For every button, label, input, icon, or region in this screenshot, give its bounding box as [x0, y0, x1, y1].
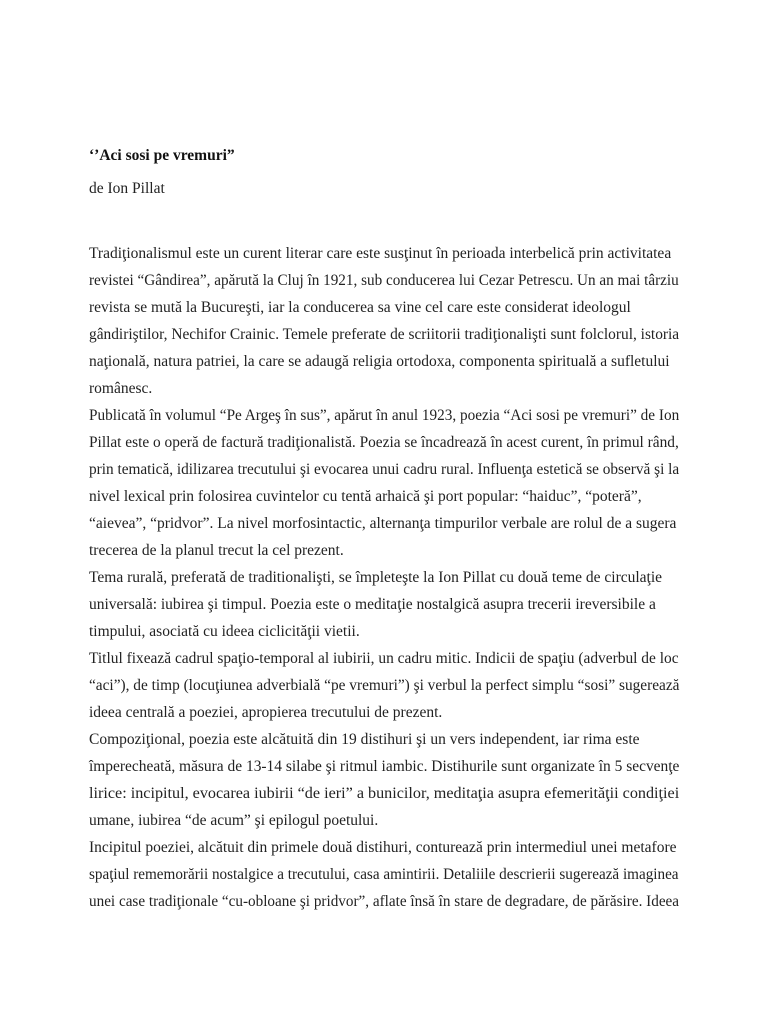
body-line: “aievea”, “pridvor”. La nivel morfosintactic, alternanţa timpurilor verbale are rolul de a sugera: [89, 515, 677, 532]
body-line: prin tematică, idilizarea trecutului şi evocarea unui cadru rural. Influenţa estetică se observă şi la: [89, 461, 680, 478]
body-line: Incipitul poeziei, alcătuit din primele două distihuri, conturează prin intermediul unei metafore: [89, 839, 677, 856]
body-line: revistei “Gândirea”, apărută la Cluj în 1921, sub conducerea lui Cezar Petrescu. Un an mai târziu: [89, 272, 679, 289]
body-line: timpului, asociată cu ideea ciclicităţii vietii.: [89, 623, 360, 640]
body-line: nivel lexical prin folosirea cuvintelor cu tentă arhaică şi port popular: “haiduc”, “poteră”,: [89, 488, 642, 505]
body-line: românesc.: [89, 380, 153, 397]
body-line: naţională, natura patriei, la care se adaugă religia ortodoxa, componenta spirituală a sufletului: [89, 353, 670, 370]
body-line: Tradiţionalismul este un curent literar care este susţinut în perioada interbelică prin activitatea: [89, 245, 672, 262]
body-line: revista se mută la Bucureşti, iar la conducerea sa vine cel care este considerat ideologul: [89, 299, 631, 316]
body-line: ideea centrală a poeziei, apropierea trecutului de prezent.: [89, 704, 443, 721]
document-author: de Ion Pillat: [89, 180, 165, 197]
body-line: spaţiul rememorării nostalgice a trecutului, casa amintirii. Detaliile descrierii sugerează imaginea: [89, 866, 679, 883]
body-line: Publicată în volumul “Pe Argeş în sus”, apărut în anul 1923, poezia “Aci sosi pe vremuri” de Ion: [89, 407, 680, 424]
body-line: împerecheată, măsura de 13-14 silabe şi ritmul iambic. Distihurile sunt organizate în 5 secvenţe: [89, 758, 680, 775]
body-line: lirice: incipitul, evocarea iubirii “de ieri” a bunicilor, meditaţia asupra efemerităţii condiţiei: [89, 785, 680, 802]
body-line: trecerea de la planul trecut la cel prezent.: [89, 542, 344, 559]
body-line: universală: iubirea şi timpul. Poezia este o meditaţie nostalgică asupra trecerii ireversibile a: [89, 596, 656, 613]
body-line: “aci”), de timp (locuţiunea adverbială “pe vremuri”) şi verbul la perfect simplu “sosi” sugerează: [89, 677, 680, 694]
body-line: Titlul fixează cadrul spaţio-temporal al iubirii, un cadru mitic. Indicii de spaţiu (adverbul de loc: [89, 650, 679, 667]
body-line: Pillat este o operă de factură tradiţionalistă. Poezia se încadrează în acest curent, în primul rând,: [89, 434, 679, 451]
body-line: Tema rurală, preferată de traditionalişti, se împleteşte la Ion Pillat cu două teme de circulaţie: [89, 569, 663, 586]
body-line: Compoziţional, poezia este alcătuită din 19 distihuri şi un vers independent, iar rima este: [89, 731, 640, 748]
document-title: ‘’Aci sosi pe vremuri”: [89, 147, 235, 164]
body-line: umane, iubirea “de acum” şi epilogul poetului.: [89, 812, 379, 829]
body-line: gândiriştilor, Nechifor Crainic. Temele preferate de scriitorii tradiţionalişti sunt folclorul, istoria: [89, 326, 680, 343]
body-line: unei case tradiţionale “cu-obloane şi pridvor”, aflate însă în stare de degradare, de părăsire. Ideea: [89, 893, 680, 910]
